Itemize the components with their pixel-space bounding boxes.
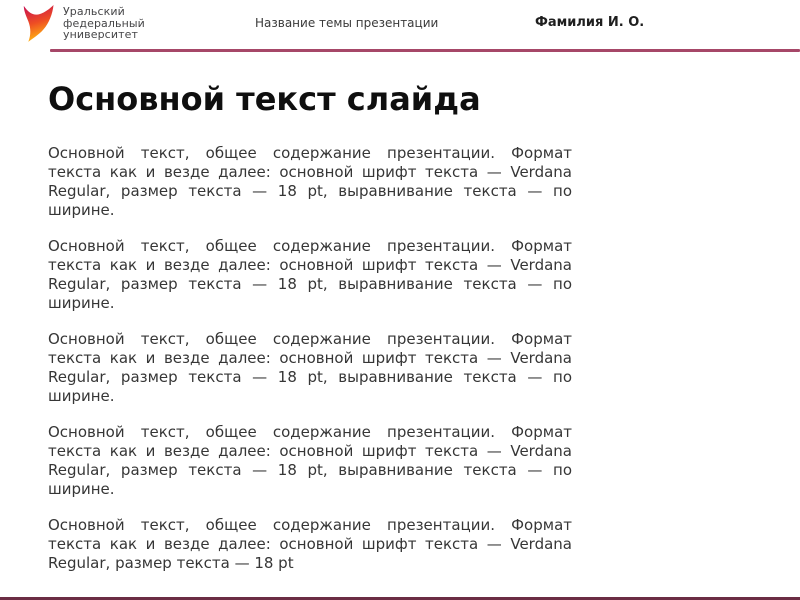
body-text-line: ширине. (48, 294, 115, 312)
slide-title: Основной текст слайда (48, 80, 481, 118)
body-text-line: Основной текст, общее содержание презентации. Формат (48, 330, 572, 348)
body-text-line: Основной текст, общее содержание презентации. Формат (48, 423, 572, 441)
body-paragraph (48, 423, 572, 499)
presentation-topic: Название темы презентации (255, 16, 439, 30)
body-text-line: Основной текст, общее содержание презентации. Формат (48, 144, 572, 162)
body-paragraph (48, 516, 572, 573)
body-text-line: Regular, размер текста — 18 pt, выравнивание текста — по (48, 275, 572, 293)
body-paragraph (48, 237, 572, 313)
body-text-line: текста как и везде далее: основной шрифт текста — Verdana (48, 349, 572, 367)
author-name: Фамилия И. О. (535, 15, 645, 30)
body-paragraph (48, 330, 572, 406)
body-text-line: Regular, размер текста — 18 pt (48, 554, 294, 572)
urfu-logo-icon (22, 3, 58, 43)
university-name-line: Уральский (63, 5, 125, 18)
body-text-line: Regular, размер текста — 18 pt, выравнивание текста — по (48, 368, 572, 386)
university-name (63, 6, 145, 41)
body-text-line: Основной текст, общее содержание презентации. Формат (48, 516, 572, 534)
body-text-line: текста как и везде далее: основной шрифт текста — Verdana (48, 163, 572, 181)
slide-body (48, 144, 572, 573)
body-text-line: текста как и везде далее: основной шрифт текста — Verdana (48, 442, 572, 460)
university-name-line: университет (63, 28, 138, 41)
body-text-line: ширине. (48, 201, 115, 219)
body-text-line: Regular, размер текста — 18 pt, выравнивание текста — по (48, 182, 572, 200)
header-divider (50, 49, 800, 52)
body-paragraph (48, 144, 572, 220)
body-text-line: Основной текст, общее содержание презентации. Формат (48, 237, 572, 255)
body-text-line: текста как и везде далее: основной шрифт текста — Verdana (48, 256, 572, 274)
body-text-line: ширине. (48, 387, 115, 405)
body-text-line: текста как и везде далее: основной шрифт текста — Verdana (48, 535, 572, 553)
body-text-line: Regular, размер текста — 18 pt, выравнивание текста — по (48, 461, 572, 479)
body-text-line: ширине. (48, 480, 115, 498)
university-name-line: федеральный (63, 16, 145, 30)
